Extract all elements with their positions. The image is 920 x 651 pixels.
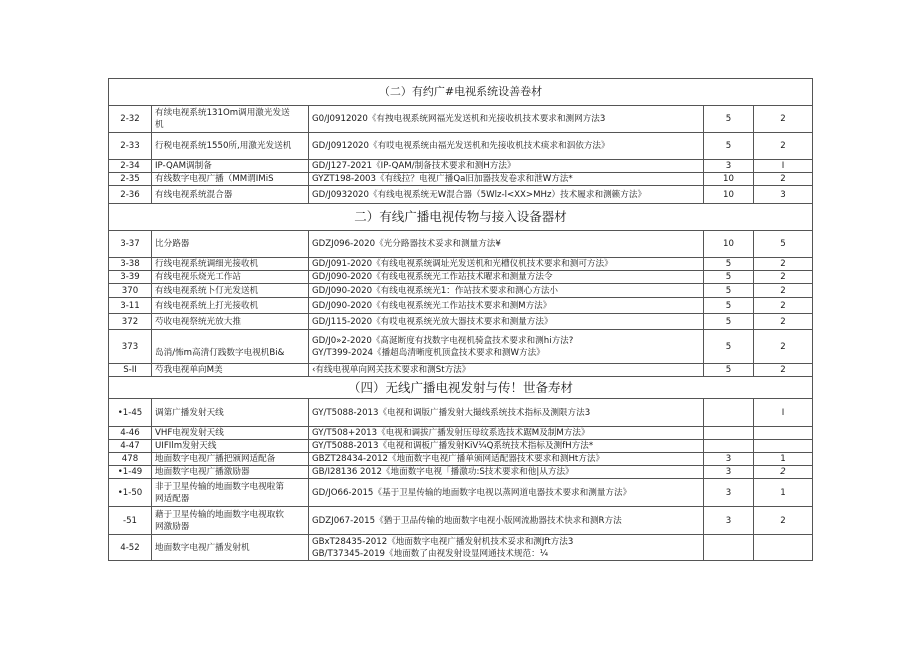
item-qty-a: 3 (704, 507, 754, 535)
item-standard: GD/JO66-2015《基于卫星传输的地面数字电视以蒸网道电器技术要求和测量方法》 (309, 479, 704, 507)
item-qty-b (754, 440, 813, 453)
item-standard: GYZT198-2003《有线拉？电视广播Qa旧加器技发卷求和泄W方法* (309, 173, 704, 186)
item-name (152, 479, 309, 507)
item-qty-b: 2 (754, 106, 813, 133)
table-row (109, 133, 813, 160)
table-row (109, 479, 813, 507)
table-row (109, 258, 813, 271)
item-qty-a: 5 (704, 271, 754, 284)
item-name: 芍收电视祭统光放大推 (152, 314, 309, 330)
item-qty-b (754, 427, 813, 440)
item-name: 有线电视乐烧光工作站 (152, 271, 309, 284)
item-name: IP-QAM调制备 (152, 160, 309, 173)
item-number: -51 (109, 507, 152, 535)
item-name: 比分路器 (152, 231, 309, 258)
item-number: 3-37 (109, 231, 152, 258)
item-standard: G0/J0912020《有拽电视系统网福光发送机和光接收机技术要求和测网方法3 (309, 106, 704, 133)
item-standard-line: GD/J0»2-2020《髙涎断度有找数字电视机骑盒技术要求和测hi方法? (312, 335, 574, 346)
item-qty-b: 5 (754, 231, 813, 258)
item-qty-a (704, 535, 754, 561)
item-qty-b: 2 (754, 298, 813, 314)
table-row (109, 466, 813, 479)
item-standard: GDZJ067-2015《猶于卫品传输的地面数字电视小版网流勘器技术快求和测R方法 (309, 507, 704, 535)
item-qty-a: 5 (704, 284, 754, 298)
item-name-line: 机 (155, 120, 164, 130)
standards-table (108, 78, 813, 561)
item-qty-b: I (754, 160, 813, 173)
table-row (109, 364, 813, 377)
table-row (109, 440, 813, 453)
item-qty-b: 2 (754, 258, 813, 271)
item-name-line (155, 335, 305, 347)
item-qty-b: 1 (754, 453, 813, 466)
item-standard-line: GB/T37345-2019《地面数了由视发射设显网通技术规范：¼ (312, 548, 549, 559)
item-number: 2-34 (109, 160, 152, 173)
item-qty-a: 10 (704, 186, 754, 204)
item-qty-b: 1 (754, 479, 813, 507)
item-name: 有线电视系统混合器 (152, 186, 309, 204)
table-row (109, 186, 813, 204)
item-qty-a: 3 (704, 466, 754, 479)
table-row (109, 173, 813, 186)
item-number: 373 (109, 330, 152, 364)
item-number: 2-36 (109, 186, 152, 204)
item-qty-a: 5 (704, 258, 754, 271)
item-name: 有线数字电视广播（MM谓IMiS (152, 173, 309, 186)
item-name: 芍我电视单向M美 (152, 364, 309, 377)
item-number: 478 (109, 453, 152, 466)
item-name: 行税电视系统1550所,用激光发送机 (152, 133, 309, 160)
item-qty-b: 3 (754, 186, 813, 204)
item-qty-b: 2 (754, 364, 813, 377)
item-standard: GD/J090-2020《有线电视系统光工作站技术要求和测M方法》 (309, 298, 704, 314)
item-standard (309, 535, 704, 561)
item-name: 地面数字电视广播把颁网适配备 (152, 453, 309, 466)
item-name: 有线电视系统卜仃光发送机 (152, 284, 309, 298)
item-qty-a: 10 (704, 231, 754, 258)
item-standard: GDZJ096-2020《光分路器技术妥求和测量方法¥ (309, 231, 704, 258)
section-header (109, 204, 813, 231)
item-number: •1-49 (109, 466, 152, 479)
section-title: （二）有约广#电视系统设善卷材 (109, 79, 813, 106)
item-qty-a: 10 (704, 173, 754, 186)
item-standard: GY/T508+2013《电视和调拔广播发射压母纹系选技术踞M及制M方法》 (309, 427, 704, 440)
item-standard: GD/J0932020《有线电视系统无W混合器（5Wlz-l<XX>MHz）技术履求和测籁方法》 (309, 186, 704, 204)
item-number: •1-45 (109, 399, 152, 427)
item-qty-b: 2 (754, 330, 813, 364)
item-standard: GY/T5088-2013《电视和调版广播发射大撮线系统技术指标及测限方法3 (309, 399, 704, 427)
item-standard: GD/J090-2020《有线电视系统光工作站技术曜求和测量方法令 (309, 271, 704, 284)
table-row (109, 330, 813, 364)
section-header (109, 377, 813, 399)
table-row (109, 106, 813, 133)
table-row (109, 284, 813, 298)
table-row (109, 271, 813, 284)
item-number: 4-52 (109, 535, 152, 561)
item-qty-a: 5 (704, 330, 754, 364)
item-qty-a (704, 427, 754, 440)
item-name-line: 网适配器 (155, 493, 190, 504)
item-number: 3-39 (109, 271, 152, 284)
item-qty-b (754, 535, 813, 561)
item-number: 4-46 (109, 427, 152, 440)
item-standard: GBZT28434-2012《地面数字电视广播单颁网适配器技术要求和测Ht方法》 (309, 453, 704, 466)
item-qty-a (704, 440, 754, 453)
section-header (109, 79, 813, 106)
table-row (109, 160, 813, 173)
item-name (152, 507, 309, 535)
item-name: 调第广播发射天线 (152, 399, 309, 427)
item-qty-a (704, 399, 754, 427)
table-row (109, 453, 813, 466)
item-qty-b: 2 (754, 314, 813, 330)
item-name-line: 非于卫星传输的地面数字电视啦第 (155, 481, 284, 492)
item-standard: GD/J091-2020《有线电视系统调址光发送机和光槽仪机技术要求和测可方法》 (309, 258, 704, 271)
table-row (109, 427, 813, 440)
item-standard (309, 330, 704, 364)
item-number: 4-47 (109, 440, 152, 453)
table-row (109, 535, 813, 561)
item-name (152, 330, 309, 364)
item-qty-b: 2 (754, 466, 813, 479)
item-qty-a: 3 (704, 160, 754, 173)
table-row (109, 231, 813, 258)
section-title: （四）无线广播电视发射与传！世备寿材 (109, 377, 813, 399)
item-qty-a: 5 (704, 106, 754, 133)
item-standard: GD/J090-2020《有线电视系统光1：作站技术要求和测心方法小 (309, 284, 704, 298)
item-name: UIFIlm发射天线 (152, 440, 309, 453)
item-number: •1-50 (109, 479, 152, 507)
item-number: 2-35 (109, 173, 152, 186)
item-number: 372 (109, 314, 152, 330)
item-qty-a: 5 (704, 314, 754, 330)
item-number: 3-11 (109, 298, 152, 314)
item-qty-b: 2 (754, 271, 813, 284)
item-name-line: 网激励器 (155, 521, 190, 532)
item-qty-a: 5 (704, 364, 754, 377)
item-qty-a: 3 (704, 453, 754, 466)
item-qty-a: 5 (704, 133, 754, 160)
item-name-line: 藉于卫星传输的地面数字电视取软 (155, 509, 284, 520)
item-standard: GD/J115-2020《有哎电视系统光放大器技术要求和测量方法》 (309, 314, 704, 330)
item-standard: GD/J0912020《有哎电视系统由福光发送机和先接收机技术痰求和泅依方法》 (309, 133, 704, 160)
item-qty-b: 2 (754, 507, 813, 535)
section-title: 二）有线广播电视传物与接入设备器材 (109, 204, 813, 231)
item-qty-a: 3 (704, 479, 754, 507)
table-row (109, 298, 813, 314)
item-name: 地面数字电视广播发射机 (152, 535, 309, 561)
item-name: 有线电视系统上打光接收机 (152, 298, 309, 314)
item-name: VHF电视发射天线 (152, 427, 309, 440)
item-name: 地面数字电视广播激励器 (152, 466, 309, 479)
item-name (152, 106, 309, 133)
item-number: 2-33 (109, 133, 152, 160)
table-body (109, 79, 813, 561)
item-qty-b: I (754, 399, 813, 427)
table-row (109, 314, 813, 330)
item-standard-line: GY/T399-2024《播超岛清晰度机顶盒技术要求和测W方法》 (312, 347, 545, 358)
item-name-line: 岛消/怖m高清仃践数字电视机Bi& (155, 347, 285, 358)
item-qty-b: 2 (754, 284, 813, 298)
item-name: 行线电视系统调细光接收机 (152, 258, 309, 271)
standards-document (108, 78, 812, 561)
item-number: 370 (109, 284, 152, 298)
item-qty-a: 5 (704, 298, 754, 314)
item-number: S-II (109, 364, 152, 377)
item-standard: GB/I28136 2012《地面数字电视「播激功:S技术要求和他|从方法》 (309, 466, 704, 479)
item-standard: GD/J127-2021《IP-QAM/制备技术要求和测H方法》 (309, 160, 704, 173)
item-qty-b: 2 (754, 133, 813, 160)
item-standard: GY/T5088-2013《电视和调板广播发射KiV¼Q系统技术指标及测fH方法* (309, 440, 704, 453)
item-number: 2-32 (109, 106, 152, 133)
item-standard: ‹有线电视单向网关技术要求和测St方法》 (309, 364, 704, 377)
item-number: 3-38 (109, 258, 152, 271)
item-qty-b: 2 (754, 173, 813, 186)
table-row (109, 507, 813, 535)
item-standard-line: GBxT28435-2012《地面数字电视广播发射机技术妥求和测Jft方法3 (312, 536, 574, 547)
item-name-line: 有续电视系统131Om调用激光发送 (155, 108, 290, 118)
table-row (109, 399, 813, 427)
